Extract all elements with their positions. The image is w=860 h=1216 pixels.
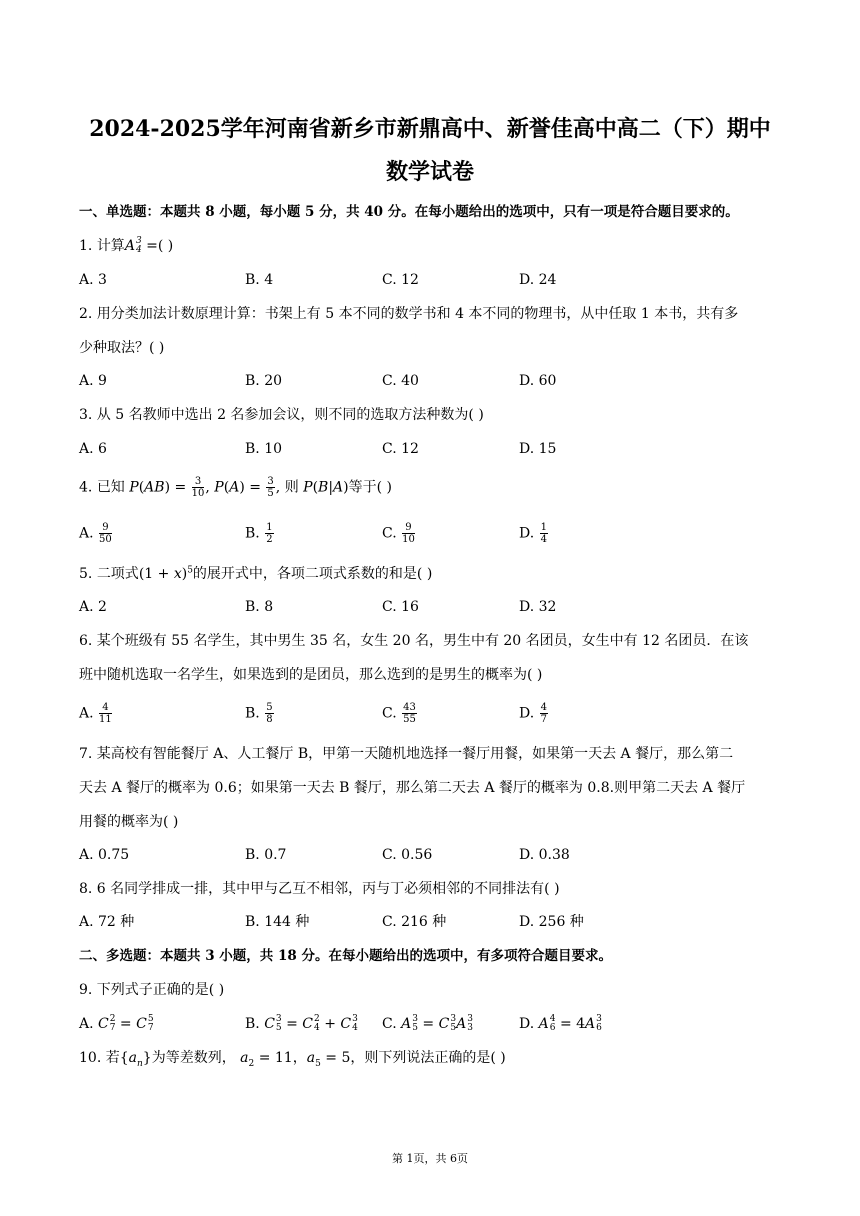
q3-option-d: D. 15: [519, 441, 557, 457]
q2-option-c: C. 40: [382, 373, 419, 389]
q9-text: 9. 下列式子正确的是( ): [79, 982, 225, 998]
q2-line2: 少种取法？( ): [79, 340, 165, 356]
q10-number: 10.: [79, 1050, 102, 1066]
section2-heading: 二、多选题：本题共 3 小题，共 18 分。在每小题给出的选项中，有多项符合题目要求。: [79, 948, 612, 964]
q5-option-b: B. 8: [245, 599, 274, 615]
q8-option-d: D. 256 种: [519, 914, 584, 930]
q7-line2: 天去 A 餐厅的概率为 0.6；如果第一天去 B 餐厅，那么第二天去 A 餐厅的概率为 0.8.则甲第二天去 A 餐厅: [79, 780, 746, 796]
q4-frac1: $\frac{3}{10}$: [191, 476, 205, 499]
q10-text-a: 若: [105, 1050, 120, 1066]
q1-text-b: =( ): [146, 238, 174, 254]
q7-line3: 用餐的概率为( ): [79, 814, 179, 830]
q4-option-a: A. $\frac{9}{50}$: [79, 522, 112, 545]
question-5: 5. 二项式$(1 + x)^5$的展开式中，各项二项式系数的和是( ): [79, 565, 433, 582]
q9-option-b: B. C 3 5 = C 2 4 + C 3 4: [245, 1014, 358, 1033]
section1-heading: 一、单选题：本题共 8 小题，每小题 5 分，共 40 分。在每小题给出的选项中，只有一项是符合题目要求的。: [79, 204, 739, 220]
q4-text-a: 已知: [96, 479, 125, 496]
q5-text-a: 二项式: [96, 566, 139, 582]
exam-title-line1: 2024-2025学年河南省新乡市新鼎高中、新誉佳高中高二（下）期中: [89, 116, 771, 142]
q8-option-c: C. 216 种: [382, 914, 447, 930]
q8-text: 8. 6 名同学排成一排，其中甲与乙互不相邻，丙与丁必须相邻的不同排法有( ): [79, 881, 560, 897]
q5-option-a: A. 2: [79, 599, 107, 615]
q6-option-d: D. $\frac{4}{7}$: [519, 702, 548, 725]
q4-text-c: 等于( ): [348, 479, 393, 496]
q7-option-a: A. 0.75: [79, 847, 130, 863]
q5-number: 5.: [79, 566, 93, 582]
q3-option-b: B. 10: [245, 441, 283, 457]
page-footer: 第 1页，共 6页: [392, 1152, 468, 1165]
q4-frac2: $\frac{3}{5}$: [267, 476, 274, 499]
q9-option-a: A. C 2 7 = C 5 7: [79, 1014, 154, 1033]
q6-option-c: C. $\frac{43}{55}$: [382, 702, 416, 725]
q5-option-c: C. 16: [382, 599, 419, 615]
q8-option-a: A. 72 种: [79, 914, 135, 930]
q4-text-b: 则: [284, 479, 299, 496]
q5-text-b: 的展开式中，各项二项式系数的和是( ): [192, 566, 433, 582]
q1-math: A 3 4: [124, 236, 142, 255]
q7-option-b: B. 0.7: [245, 847, 287, 863]
q6-option-b: B. $\frac{5}{8}$: [245, 702, 273, 725]
question-10: 10. 若$\{a_n\}$为等差数列， $a_2 = 11$，$a_5 = 5$，则下列说法正确的是( ): [79, 1050, 506, 1069]
q1-text: 计算: [96, 238, 125, 254]
q3-text: 3. 从 5 名教师中选出 2 名参加会议，则不同的选取方法种数为( ): [79, 407, 484, 423]
q2-option-a: A. 9: [79, 373, 107, 389]
q4-option-c: C. $\frac{9}{10}$: [382, 522, 415, 545]
q7-line1: 7. 某高校有智能餐厅 A、人工餐厅 B，甲第一天随机地选择一餐厅用餐，如果第一天去 A 餐厅，那么第二: [79, 746, 734, 762]
q6-line2: 班中随机选取一名学生，如果选到的是团员，那么选到的是男生的概率为( ): [79, 667, 543, 683]
question-1: [79, 236, 173, 256]
q4-option-d: D. $\frac{1}{4}$: [519, 522, 548, 545]
q1-option-c: C. 12: [382, 272, 419, 288]
q4-option-b: B. $\frac{1}{2}$: [245, 522, 273, 545]
q7-option-d: D. 0.38: [519, 847, 570, 863]
q10-text-b: 为等差数列，: [151, 1050, 236, 1066]
q3-option-a: A. 6: [79, 441, 107, 457]
q3-option-c: C. 12: [382, 441, 419, 457]
q1-option-b: B. 4: [245, 272, 274, 288]
q6-line1: 6. 某个班级有 55 名学生，其中男生 35 名，女生 20 名，男生中有 20 名团员，女生中有 12 名团员．在该: [79, 633, 749, 649]
q7-option-c: C. 0.56: [382, 847, 433, 863]
exam-title-line2: 数学试卷: [385, 159, 474, 185]
q2-option-d: D. 60: [519, 373, 557, 389]
q4-number: 4.: [79, 479, 93, 496]
q6-option-a: A. $\frac{4}{11}$: [79, 702, 112, 725]
q9-option-c: C. A 3 5 = C 3 5 A 3 3: [382, 1014, 473, 1033]
q5-option-d: D. 32: [519, 599, 557, 615]
q8-option-b: B. 144 种: [245, 914, 310, 930]
q9-option-d: D. A 4 6 = 4A 3 6: [519, 1014, 602, 1033]
q2-option-b: B. 20: [245, 373, 283, 389]
q1-option-d: D. 24: [519, 272, 557, 288]
question-4: 4. 已知 P(AB) = $\frac{3}{10}$ , P(A) = $\frac{3}{5}$ , 则 P(B|A)等于( ): [79, 476, 393, 499]
q2-line1: 2. 用分类加法计数原理计算：书架上有 5 本不同的数学书和 4 本不同的物理书，从中任取 1 本书，共有多: [79, 306, 739, 322]
q1-option-a: A. 3: [79, 272, 107, 288]
q1-number: 1.: [79, 238, 93, 254]
q10-text-c: ，则下列说法正确的是( ): [350, 1050, 506, 1066]
